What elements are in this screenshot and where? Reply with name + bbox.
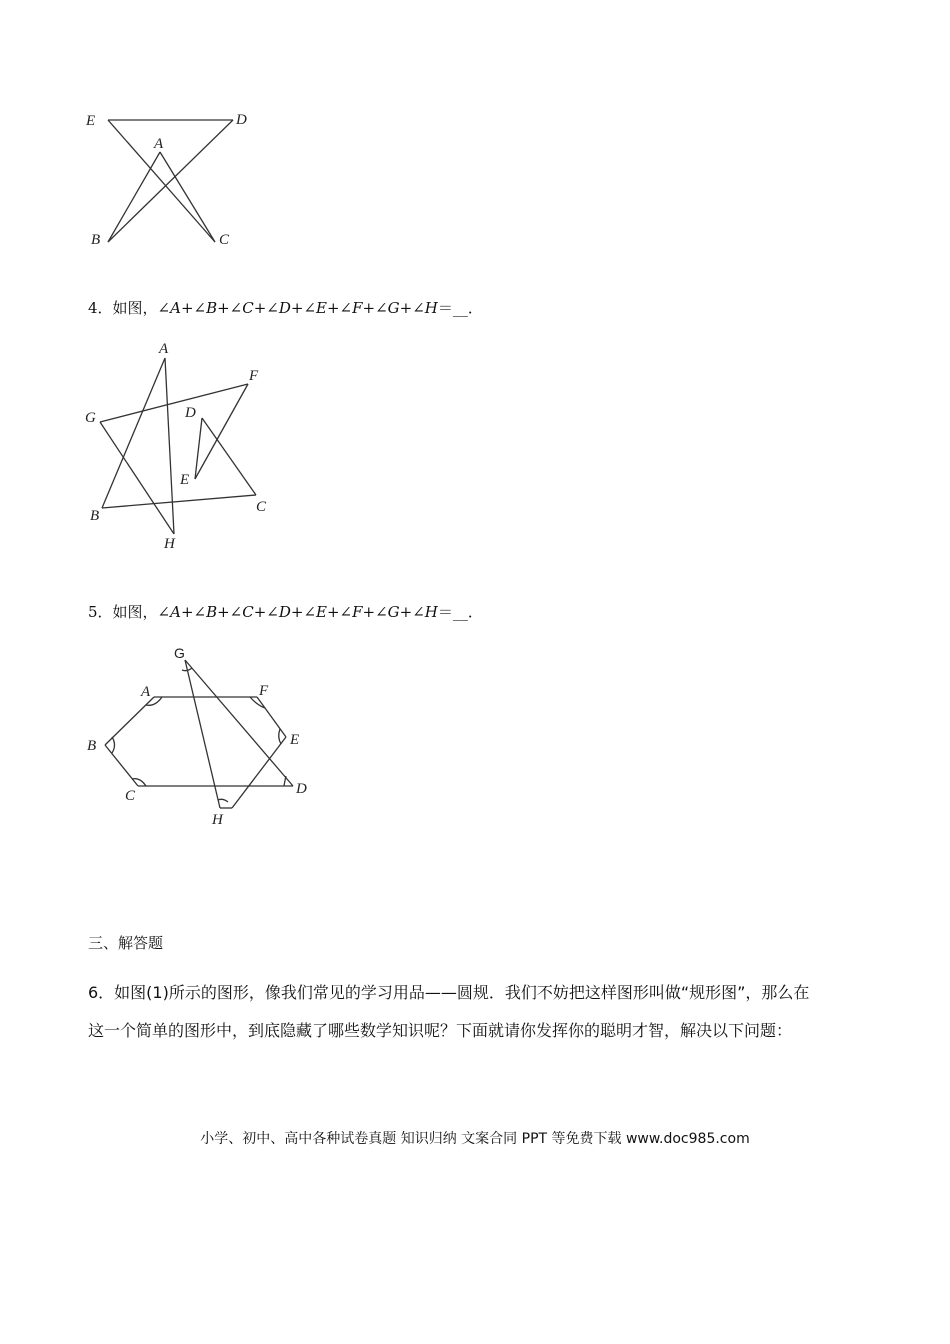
question-5 <box>88 602 483 622</box>
question-6 <box>88 974 868 1050</box>
segment-fe <box>257 697 286 737</box>
label-h: H <box>212 812 223 828</box>
label-c: C <box>125 788 136 804</box>
angle-arc-e <box>279 729 281 744</box>
question-6-line-1: 6．如图(1)所示的图形，像我们常见的学习用品——圆规．我们不妨把这样图形叫做“规形图”，那么在 <box>88 983 810 1002</box>
label-a: A <box>154 136 164 152</box>
angle-arc-b <box>112 737 115 753</box>
segment-ac <box>160 152 215 242</box>
page-footer: 小学、初中、高中各种试卷真题 知识归纳 文案合同 PPT 等免费下载 www.doc985.com <box>200 1131 750 1147</box>
segment-bc <box>105 745 138 786</box>
label-d: D <box>236 112 247 128</box>
label-f: F <box>249 368 259 384</box>
label-c: C <box>219 232 230 248</box>
segment-ab <box>102 358 165 508</box>
segment-bc <box>102 495 256 508</box>
segment-ah <box>165 358 174 534</box>
question-6-line-2: 这一个简单的图形中，到底隐藏了哪些数学知识呢？下面就请你发挥你的聪明才智，解决以下问题： <box>88 1021 793 1040</box>
segment-cd <box>202 418 256 495</box>
figure-q3 <box>80 105 280 255</box>
question-4-number: 4．如图， <box>88 299 158 317</box>
segment-ab <box>108 152 160 242</box>
label-g: G <box>85 410 96 426</box>
segment-ef <box>195 384 248 479</box>
segment-eh <box>232 737 286 808</box>
figure-q4 <box>80 338 280 553</box>
segment-db <box>108 120 233 242</box>
section-heading: 三、解答题 <box>88 934 164 952</box>
segment-de <box>195 418 202 479</box>
question-4-expression: ∠A+∠B+∠C+∠D+∠E+∠F+∠G+∠H <box>157 299 438 317</box>
label-b: B <box>90 508 100 524</box>
label-e: E <box>180 472 190 488</box>
figure-q4-svg <box>80 338 280 553</box>
label-e: E <box>86 113 96 129</box>
label-a: A <box>141 684 151 700</box>
label-b: B <box>87 738 97 754</box>
label-e: E <box>290 732 300 748</box>
question-4-tail: ＝__． <box>437 299 483 317</box>
label-d: D <box>296 781 307 797</box>
figure-q5-svg <box>80 640 320 830</box>
label-a: A <box>159 341 169 357</box>
segment-gd <box>185 660 293 786</box>
question-5-tail: ＝__． <box>437 603 483 621</box>
figure-q5 <box>80 640 320 830</box>
angle-arc-h <box>218 799 228 802</box>
angle-arc-c <box>132 779 146 786</box>
label-h: H <box>164 536 175 552</box>
label-b: B <box>91 232 101 248</box>
label-g: G <box>174 645 185 661</box>
segment-gh <box>100 422 174 534</box>
label-f: F <box>259 683 269 699</box>
question-5-number: 5．如图， <box>88 603 158 621</box>
angle-arc-d <box>284 776 286 786</box>
segment-fg <box>100 384 248 422</box>
label-d: D <box>185 405 196 421</box>
question-4 <box>88 298 483 318</box>
label-c: C <box>256 499 267 515</box>
question-5-expression: ∠A+∠B+∠C+∠D+∠E+∠F+∠G+∠H <box>157 603 438 621</box>
figure-q3-svg <box>80 105 280 255</box>
